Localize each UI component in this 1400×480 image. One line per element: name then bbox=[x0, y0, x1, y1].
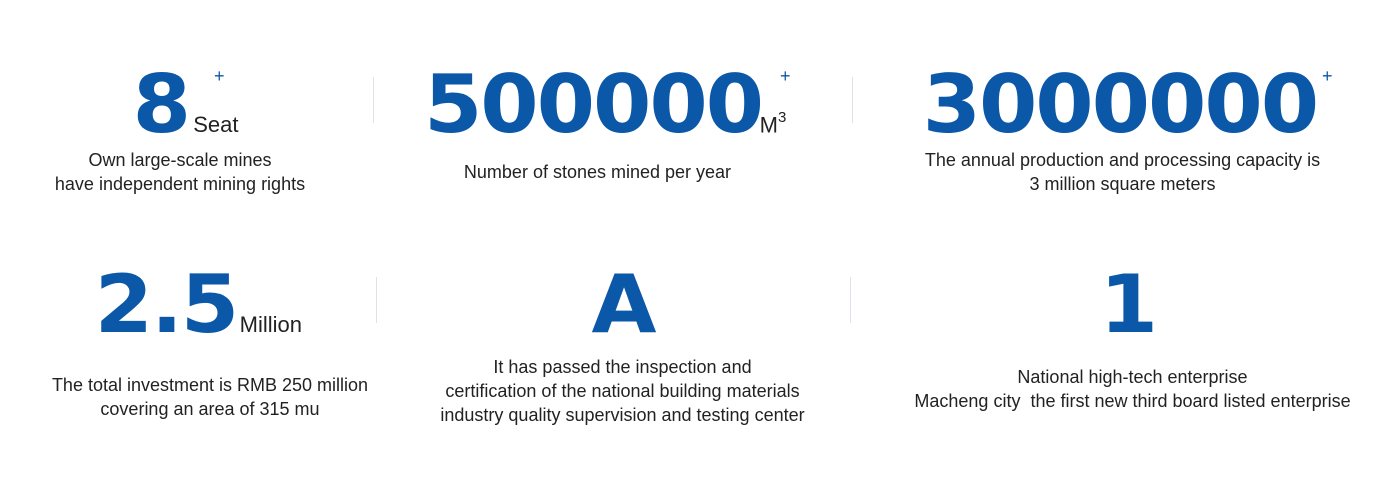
plus-icon: + bbox=[1322, 66, 1333, 86]
divider bbox=[373, 77, 374, 123]
stat-description: National high-tech enterprise Macheng city the first new third board listed enterprise bbox=[914, 367, 1351, 411]
stat-certification bbox=[410, 255, 835, 445]
stat-description: Own large-scale mines have independent mining rights bbox=[54, 150, 306, 194]
stat-description: Number of stones mined per year bbox=[463, 162, 732, 182]
stat-value: 2.5 bbox=[94, 258, 238, 351]
stat-description: The total investment is RMB 250 million covering an area of 315 mu bbox=[51, 375, 369, 419]
stat-description: The annual production and processing capacity is 3 million square meters bbox=[924, 150, 1321, 194]
stat-unit: Seat bbox=[193, 112, 239, 137]
stat-unit: Million bbox=[239, 312, 303, 337]
divider bbox=[852, 77, 853, 123]
stat-value: A bbox=[591, 258, 654, 351]
unit-superscript: 3 bbox=[777, 108, 787, 126]
stat-mines bbox=[20, 55, 340, 245]
stat-investment bbox=[20, 255, 400, 445]
stat-value: 500000 bbox=[423, 58, 762, 151]
plus-icon: + bbox=[214, 66, 225, 86]
plus-icon: + bbox=[780, 66, 791, 86]
stat-unit: $M^3$ bbox=[759, 108, 787, 137]
divider bbox=[376, 277, 377, 323]
stat-value: 3000000 bbox=[922, 58, 1318, 151]
stat-high-tech-enterprise bbox=[880, 255, 1385, 445]
stat-value: 1 bbox=[1099, 258, 1156, 351]
divider bbox=[850, 277, 851, 323]
stat-value: 8 bbox=[132, 58, 189, 151]
stat-description: It has passed the inspection and certification of the national building materials industry quality supervision and testing center bbox=[440, 357, 805, 425]
stat-stones-mined bbox=[420, 55, 790, 245]
stat-production-capacity bbox=[890, 55, 1370, 245]
